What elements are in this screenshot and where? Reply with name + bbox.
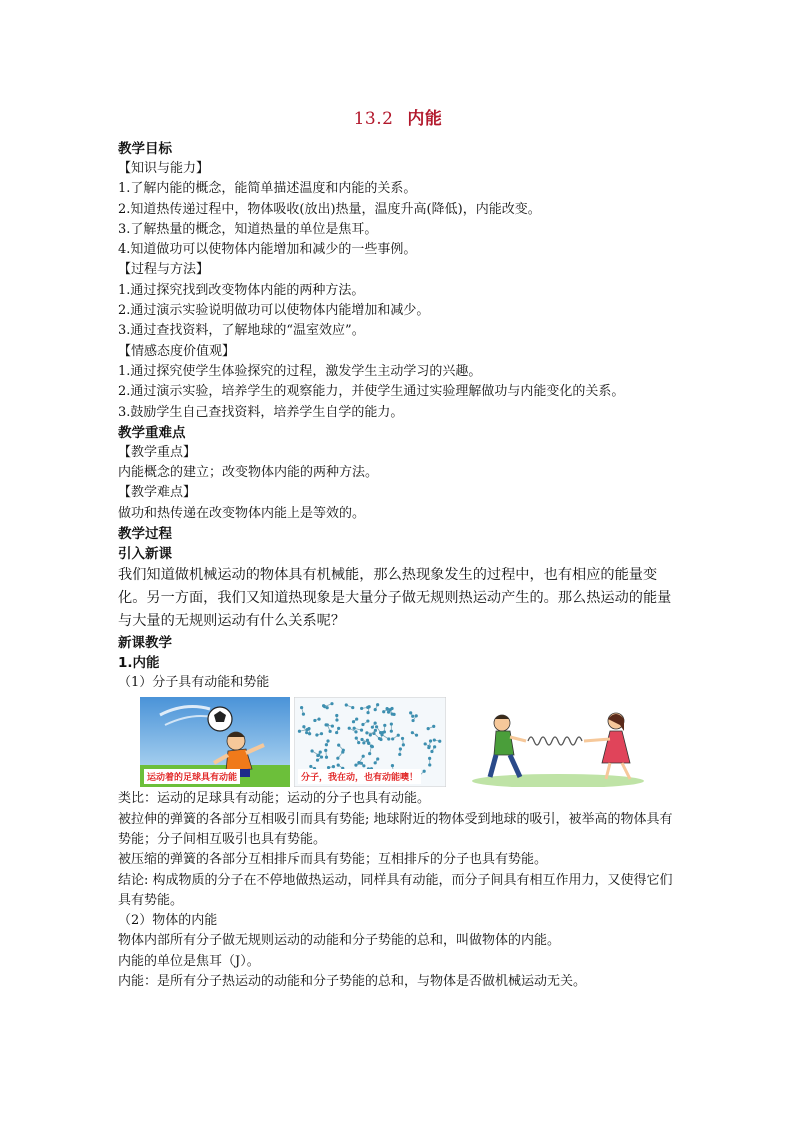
process-heading: 【过程与方法】 <box>118 262 210 278</box>
attitude-item: 3.鼓励学生自己查找资料，培养学生自学的能力。 <box>118 404 404 420</box>
sub-heading-2: （2）物体的内能 <box>118 913 218 929</box>
key-point-text: 内能概念的建立；改变物体内能的两种方法。 <box>118 465 379 481</box>
spring-illustration <box>470 697 646 787</box>
title-text: 内能 <box>407 109 443 129</box>
body-line-definition: 物体内部所有分子做无规则运动的动能和分子势能的总和，叫做物体的内能。 <box>118 933 561 949</box>
body-line-analogy: 类比：运动的足球具有动能；运动的分子也具有动能。 <box>118 791 431 807</box>
difficult-heading: 【教学难点】 <box>118 485 197 501</box>
difficult-text: 做功和热传递在改变物体内能上是等效的。 <box>118 505 366 521</box>
illustration-row <box>140 697 678 787</box>
knowledge-item: 1.了解内能的概念，能简单描述温度和内能的关系。 <box>118 181 417 197</box>
intro-text: 我们知道做机械运动的物体具有机械能，那么热现象发生的过程中，也有相应的能量变化。另一方面，我们又知道热现象是大量分子做无规则热运动产生的。那么热运动的能量与大量的无规则运动有什么关系呢？ <box>118 567 672 630</box>
attitude-item: 2.通过演示实验，培养学生的观察能力，并使学生通过实验理解做功与内能变化的关系。 <box>118 384 625 400</box>
process-item: 1.通过探究找到改变物体内能的两种方法。 <box>118 282 365 298</box>
molecules-illustration <box>294 697 446 787</box>
body-line-unit: 内能的单位是焦耳（J）。 <box>118 953 260 969</box>
process-item: 2.通过演示实验说明做功可以使物体内能增加和减少。 <box>118 303 430 319</box>
body-line-conclusion: 结论: 构成物质的分子在不停地做热运动，同样具有动能，而分子间具有相互作用力，又使得它们具有势能。 <box>118 872 673 908</box>
football-illustration <box>140 697 290 787</box>
body-line-repulsion: 被压缩的弹簧的各部分互相排斥而具有势能；互相排斥的分子也具有势能。 <box>118 852 548 868</box>
spring-image <box>470 697 646 787</box>
body-line-summary: 内能：是所有分子热运动的动能和分子势能的总和，与物体是否做机械运动无关。 <box>118 974 587 990</box>
attitude-heading: 【情感态度价值观】 <box>118 343 236 359</box>
internal-heading: 1.内能 <box>118 655 160 672</box>
process-item: 3.通过查找资料，了解地球的“温室效应”。 <box>118 323 365 339</box>
document-page <box>118 104 678 992</box>
attitude-item: 1.通过探究使学生体验探究的过程，激发学生主动学习的兴趣。 <box>118 363 482 379</box>
knowledge-heading: 【知识与能力】 <box>118 161 210 176</box>
sub-heading-1: （1）分子具有动能和势能 <box>118 675 270 691</box>
key-point-heading: 【教学重点】 <box>118 444 197 460</box>
knowledge-item: 2.知道热传递过程中，物体吸收(放出)热量，温度升高(降低)，内能改变。 <box>118 201 541 217</box>
new-heading: 新课教学 <box>118 635 172 652</box>
title-number: 13.2 <box>353 109 394 129</box>
page-title <box>118 104 678 129</box>
football-caption: 运动着的足球具有动能 <box>144 769 240 784</box>
key-heading: 教学重难点 <box>118 424 186 441</box>
body-line-attraction: 被拉伸的弹簧的各部分互相吸引而具有势能; 地球附近的物体受到地球的吸引，被举高的物体具有势能；分子间相互吸引也具有势能。 <box>118 811 673 847</box>
knowledge-item: 4.知道做功可以使物体内能增加和减少的一些事例。 <box>118 242 417 258</box>
process2-heading: 教学过程 <box>118 526 172 543</box>
knowledge-item: 3.了解热量的概念，知道热量的单位是焦耳。 <box>118 221 378 237</box>
intro-heading: 引入新课 <box>118 546 172 563</box>
goals-heading: 教学目标 <box>118 141 172 157</box>
molecules-caption: 分子，我在动，也有动能噢！ <box>298 769 421 784</box>
